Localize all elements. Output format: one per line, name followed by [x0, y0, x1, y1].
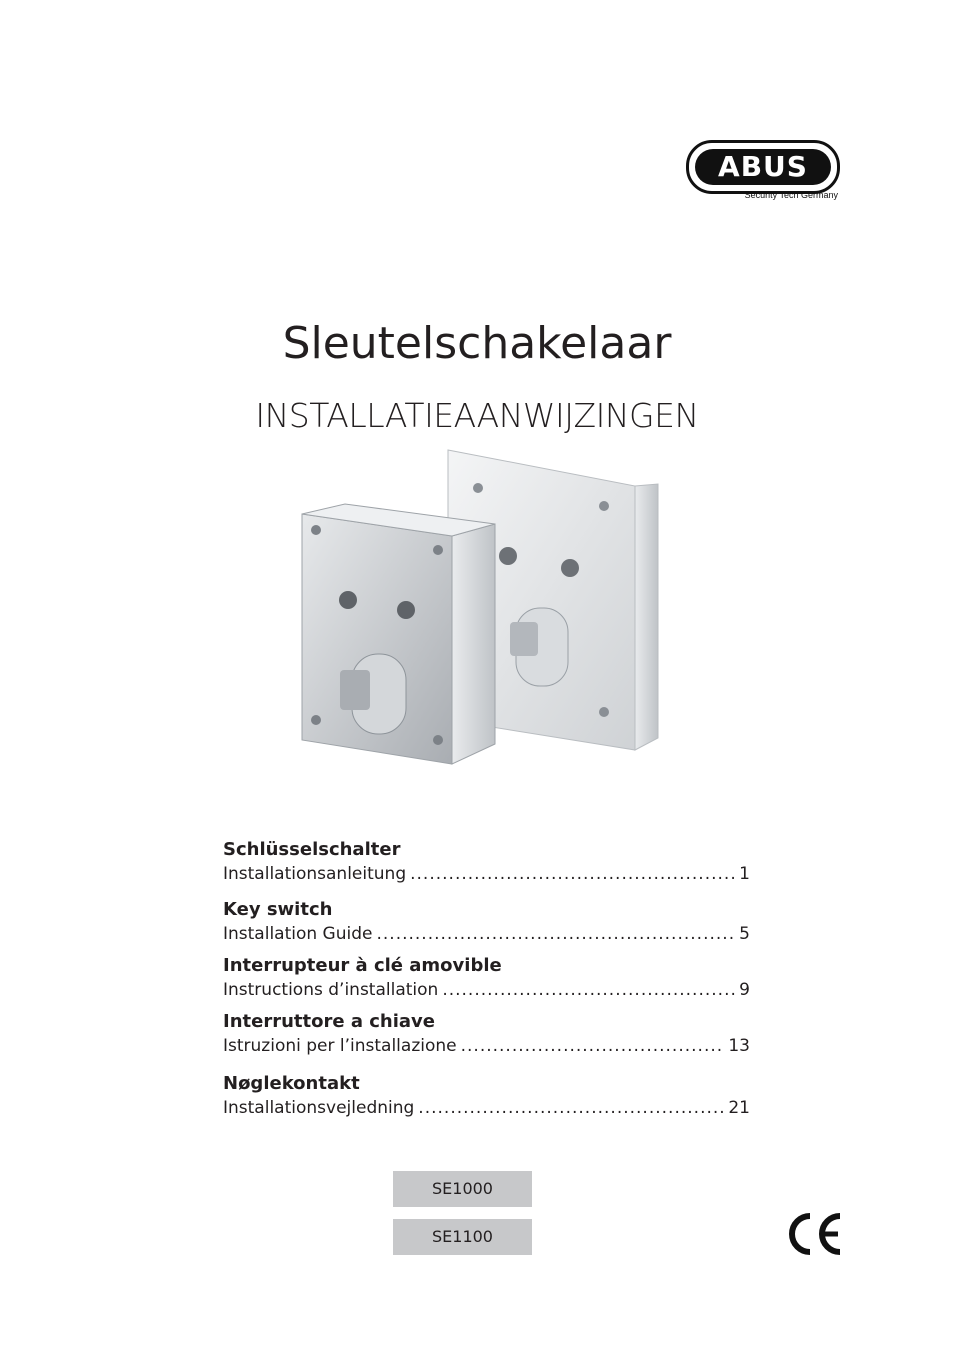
- toc-link[interactable]: [223, 862, 750, 886]
- toc-page: 5: [739, 924, 750, 944]
- toc-page: 9: [739, 980, 750, 1000]
- led-icon: [339, 591, 357, 609]
- toc-leader-dots: [461, 1034, 725, 1058]
- screw-icon: [473, 483, 483, 493]
- logo-tagline: Security Tech Germany: [744, 190, 838, 200]
- key-icon: [510, 622, 538, 656]
- toc-link[interactable]: [223, 978, 750, 1002]
- screw-icon: [311, 715, 321, 725]
- screw-icon: [599, 501, 609, 511]
- page-subtitle: INSTALLATIEAANWIJZINGEN: [255, 396, 699, 435]
- led-icon: [561, 559, 579, 577]
- toc-entry-fr: [223, 954, 750, 1002]
- screw-icon: [311, 525, 321, 535]
- page-title: Sleutelschakelaar: [282, 318, 672, 369]
- toc-leader-dots: [410, 862, 735, 886]
- toc-link[interactable]: [223, 1096, 750, 1120]
- toc-heading: Nøglekontakt: [223, 1073, 360, 1094]
- surface-mount-switch: [302, 504, 495, 764]
- screw-icon: [433, 545, 443, 555]
- toc-leader-dots: [418, 1096, 724, 1120]
- model-badge-se1100: SE1100: [393, 1219, 532, 1255]
- toc-heading: Interruttore a chiave: [223, 1011, 435, 1032]
- toc-page: 13: [728, 1036, 750, 1056]
- toc-heading: Key switch: [223, 899, 333, 920]
- toc-label: Instructions d’installation: [223, 980, 439, 1000]
- toc-label: Installation Guide: [223, 924, 373, 944]
- toc-entry-de: [223, 838, 750, 886]
- led-icon: [397, 601, 415, 619]
- toc-entry-it: [223, 1010, 750, 1058]
- toc-link[interactable]: [223, 922, 750, 946]
- toc-label: Installationsanleitung: [223, 864, 407, 884]
- toc-heading: Schlüsselschalter: [223, 839, 401, 860]
- toc-page: 21: [728, 1098, 750, 1118]
- product-image: [290, 448, 670, 788]
- screw-icon: [433, 735, 443, 745]
- toc-link[interactable]: [223, 1034, 750, 1058]
- toc-page: 1: [739, 864, 750, 884]
- key-icon: [340, 670, 370, 710]
- toc-entry-en: [223, 898, 750, 946]
- screw-icon: [599, 707, 609, 717]
- toc-label: Installationsvejledning: [223, 1098, 415, 1118]
- logo-pill: [686, 140, 840, 194]
- model-badge-se1000: SE1000: [393, 1171, 532, 1207]
- led-icon: [499, 547, 517, 565]
- toc-label: Istruzioni per l’installazione: [223, 1036, 457, 1056]
- toc-entry-da: [223, 1072, 750, 1120]
- ce-mark-icon: [786, 1212, 844, 1256]
- toc-leader-dots: [376, 922, 735, 946]
- abus-logo: [686, 140, 838, 206]
- toc-heading: Interrupteur à clé amovible: [223, 955, 502, 976]
- toc-leader-dots: [442, 978, 735, 1002]
- logo-wordmark: ABUS: [695, 149, 831, 185]
